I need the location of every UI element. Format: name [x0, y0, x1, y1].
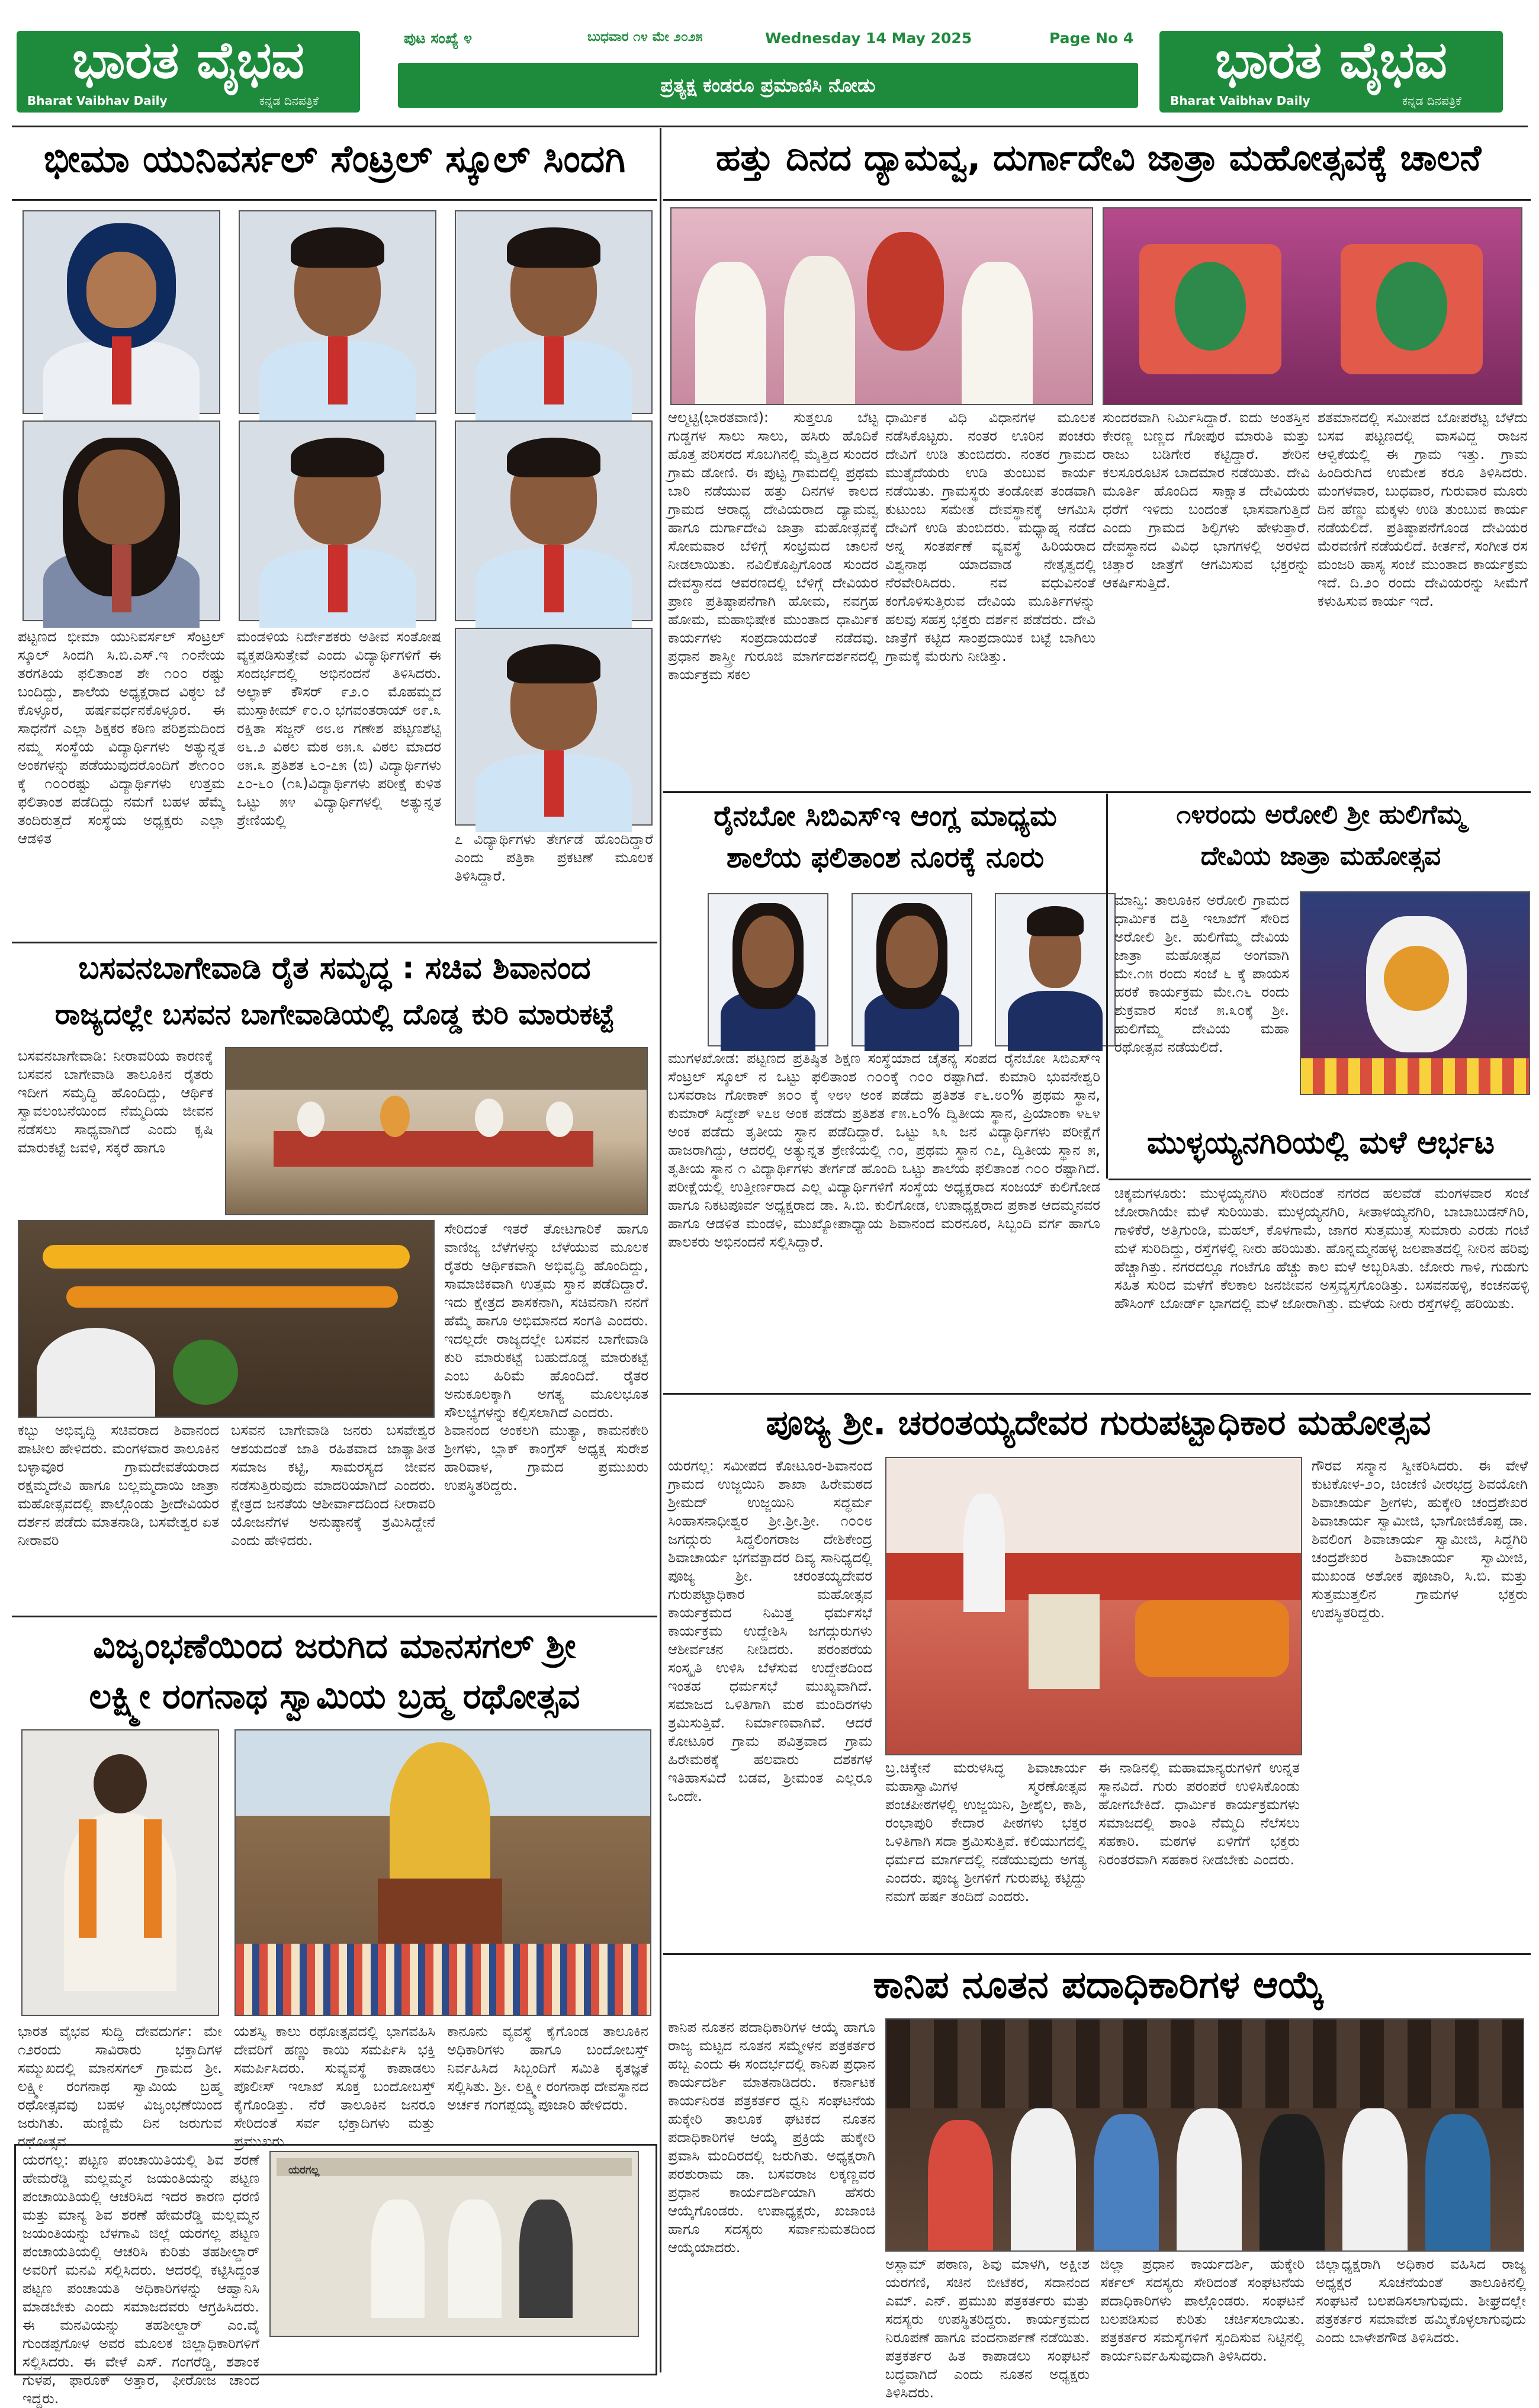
- student-photo: [455, 420, 653, 621]
- article-text: ಬ್ರ.ಚಿಕ್ಕೇನೆ ಮರುಳಸಿದ್ಧ ಶಿವಾಚಾರ್ಯ ಮಹಾಸ್ವಾಮಿಗಳ ಸ್ಮರಣೋತ್ಸವ ಪಂಚಪೀಠಗಳಲ್ಲಿ ಉಜ್ಜಯಿನಿ, ಶ್ರೀಶೈಲ, ಕಾಶಿ, ರಂಭಾಪುರಿ ಕೇದಾರ ಪೀಠಗಳು ಭಕ್ತರ ಒಳಿತಿಗಾಗಿ ಸದಾ ಶ್ರಮಿಸುತ್ತಿವೆ. ಕಲಿಯುಗದಲ್ಲಿ ಧರ್ಮದ ಮಾರ್ಗದಲ್ಲಿ ನಡೆಯುವುದು ಅಗತ್ಯ ಎಂದರು. ಪೂಜ್ಯ ಶ್ರೀಗಳಿಗೆ ಗುರುಪಟ್ಟ ಕಟ್ಟಿದ್ದು ನಮಗೆ ಹರ್ಷ ತಂದಿದೆ ಎಂದರು.: [885, 1760, 1087, 1905]
- student-photo: [239, 420, 436, 621]
- article-text: ಕಾನಿಪ ನೂತನ ಪದಾಧಿಕಾರಿಗಳ ಆಯ್ಕೆ ಹಾಗೂ ರಾಜ್ಯ ಮಟ್ಟದ ನೂತನ ಸಮ್ಮೇಳನ ಪತ್ರಕರ್ತರ ಹಬ್ಬ ಎಂದು ಈ ಸಂದರ್ಭದಲ್ಲಿ ಕಾನಿಪ ಪ್ರಧಾನ ಕಾರ್ಯದರ್ಶಿ ಮಾತನಾಡಿದರು. ಕರ್ನಾಟಕ ಕಾರ್ಯನಿರತ ಪತ್ರಕರ್ತರ ಧ್ವನಿ ಸಂಘಟನೆಯ ಹುಕ್ಕೇರಿ ತಾಲೂಕ ಘಟಕದ ನೂತನ ಪದಾಧಿಕಾರಿಗಳ ಆಯ್ಕೆ ಪ್ರಕ್ರಿಯೆ ಹುಕ್ಕೇರಿ ಪ್ರವಾಸಿ ಮಂದಿರದಲ್ಲಿ ಜರುಗಿತು. ಅಧ್ಯಕ್ಷರಾಗಿ ಪರಶುರಾಮ ಡಾ. ಬಸವರಾಜ ಲಕ್ಕಣ್ಣವರ ಪ್ರಧಾನ ಕಾರ್ಯದರ್ಶಿಯಾಗಿ ಹೆಸರು ಆಯ್ಕೆಗೊಂಡರು. ಉಪಾಧ್ಯಕ್ಷರು, ಖಜಾಂಚಿ ಹಾಗೂ ಸದಸ್ಯರು ಸರ್ವಾನುಮತದಿಂದ ಆಯ್ಕೆಯಾದರು.: [668, 2019, 875, 2256]
- page-count: ಪುಟ ಸಂಖ್ಯೆ ೪: [404, 30, 473, 47]
- subheadline-rainbow: ಶಾಲೆಯ ಫಲಿತಾಂಶ ನೂರಕ್ಕೆ ನೂರು: [726, 841, 1045, 874]
- subheadline-huligemma: ದೇವಿಯ ಜಾತ್ರಾ ಮಹೋತ್ಸವ: [1200, 841, 1441, 871]
- divider: [663, 791, 1531, 793]
- student-photo: [23, 420, 220, 621]
- article-text: ಜಿಲ್ಲಾ ಪ್ರಧಾನ ಕಾರ್ಯದರ್ಶಿ, ಹುಕ್ಕೇರಿ ಸರ್ಕಲ್ ಸದಸ್ಯರು ಸೇರಿದಂತೆ ಸಂಘಟನೆಯ ಪದಾಧಿಕಾರಿಗಳು ಪಾಲ್ಗೊಂಡರು. ಸಂಘಟನೆ ಬಲಪಡಿಸುವ ಕುರಿತು ಚರ್ಚಿಸಲಾಯಿತು. ಪತ್ರಕರ್ತರ ಸಮಸ್ಯೆಗಳಿಗೆ ಸ್ಪಂದಿಸುವ ನಿಟ್ಟಿನಲ್ಲಿ ಕಾರ್ಯನಿರ್ವಹಿಸುವುದಾಗಿ ತಿಳಿಸಿದರು.: [1100, 2256, 1305, 2364]
- article-text: ಯಶಸ್ವಿ ಕಾಲು ರಥೋತ್ಸವದಲ್ಲಿ ಭಾಗವಹಿಸಿ ದೇವರಿಗೆ ಹಣ್ಣು ಕಾಯಿ ಸಮರ್ಪಿಸಿ ಭಕ್ತಿ ಸಮರ್ಪಿಸಿದರು. ಸುವ್ಯವಸ್ಥೆ ಕಾಪಾಡಲು ಪೊಲೀಸ್ ಇಲಾಖೆ ಸೂಕ್ತ ಬಂದೋಬಸ್ತ್ ಕೈಗೊಂಡಿತ್ತು. ನೆರೆ ತಾಲೂಕಿನ ಜನರೂ ಸೇರಿದಂತೆ ಸರ್ವ ಭಕ್ತಾದಿಗಳು ಮತ್ತು ಪ್ರಮುಖರು: [234, 2023, 435, 2150]
- article-text: ಯರಗಲ್ಲ: ಸಮೀಪದ ಕೋಟೂರ-ಶಿವಾನಂದ ಗ್ರಾಮದ ಉಜ್ಜಯಿನಿ ಶಾಖಾ ಹಿರೇಮಠದ ಶ್ರೀಮದ್ ಉಜ್ಜಯಿನಿ ಸದ್ಧರ್ಮ ಸಿಂಹಾಸನಾಧೀಶ್ವರ ಶ್ರೀ.ಶ್ರೀ.ಶ್ರೀ. ೧೦೦೮ ಜಗದ್ಗುರು ಸಿದ್ದಲಿಂಗರಾಜ ದೇಶಿಕೇಂದ್ರ ಶಿವಾಚಾರ್ಯ ಭಗವತ್ಪಾದರ ದಿವ್ಯ ಸಾನಿಧ್ಯದಲ್ಲಿ ಪೂಜ್ಯ ಶ್ರೀ. ಚರಂತಯ್ಯದೇವರ ಗುರುಪಟ್ಟಾಧಿಕಾರ ಮಹೋತ್ಸವ ಕಾರ್ಯಕ್ರಮದ ನಿಮಿತ್ತ ಧರ್ಮಸಭೆ ಕಾರ್ಯಕ್ರಮ ಉದ್ದೇಶಿಸಿ ಜಗದ್ಗುರುಗಳು ಆಶೀರ್ವಚನ ನೀಡಿದರು. ಪರಂಪರೆಯ ಸಂಸ್ಕೃತಿ ಉಳಿಸಿ ಬೆಳೆಸುವ ಉದ್ದೇಶದಿಂದ ಇಂತಹ ಧರ್ಮಸಭೆ ಮುಖ್ಯವಾಗಿದೆ. ಸಮಾಜದ ಒಳಿತಿಗಾಗಿ ಮಠ ಮಂದಿರಗಳು ಶ್ರಮಿಸುತ್ತಿವೆ. ನಿರ್ಮಾಣವಾಗಿವೆ. ಆದರೆ ಕೋಟೂರ ಗ್ರಾಮ ಪವಿತ್ರವಾದ ಗ್ರಾಮ ಹಿರೇಮಠಕ್ಕೆ ಹಲವಾರು ದಶಕಗಳ ಇತಿಹಾಸವಿದೆ ಬಡವ, ಶ್ರೀಮಂತ ಎಲ್ಲರೂ ಒಂದೇ.: [668, 1457, 872, 1805]
- date-english: Wednesday 14 May 2025: [765, 30, 972, 47]
- issue-info: [398, 24, 1138, 56]
- article-text: ಮಂಡಳಿಯ ನಿರ್ದೇಶಕರು ಅತೀವ ಸಂತೋಷ ವ್ಯಕ್ತಪಡಿಸುತ್ತೇವೆ ಎಂದು ವಿದ್ಯಾರ್ಥಿಗಳಿಗೆ ಈ ಸಂದರ್ಭದಲ್ಲಿ ಅಭಿನಂದನೆ ತಿಳಿಸಿದರು. ಅಲ್ಫಾಕ್ ಕೌಸರ್ ೯೨.೦ ಮೊಹಮ್ಮದ ಮುಸ್ತಾಕೀಮ್ ೯೦.೦ ಭಗವಂತರಾಯ್ ೮೯.೩ ರಕ್ಷಿತಾ ಸಜ್ಜನ್ ೮೮.೮ ಗಣೇಶ ಪಟ್ಟಣಶೆಟ್ಟಿ ೮೬.೨ ವಿಠಲ ಮಠ ೮೫.೩ ವಿಠಲ ಮಾದರ ೮೫.೩ ಪ್ರತಿಶತ ೬೦-೭೫ (ಬಿ) ವಿದ್ಯಾರ್ಥಿಗಳು ೭೦-೬೦ (೧೩)ವಿದ್ಯಾರ್ಥಿಗಳು ಪರೀಕ್ಷೆ ಕುಳಿತ ಒಟ್ಟು ೫೪ ವಿದ್ಯಾರ್ಥಿಗಳಲ್ಲಿ ಅತ್ಯುನ್ನತ ಶ್ರೇಣಿಯಲ್ಲಿ: [237, 628, 441, 829]
- page-number: Page No 4: [1049, 30, 1134, 47]
- article-text: ಗೌರವ ಸನ್ಮಾನ ಸ್ವೀಕರಿಸಿದರು. ಈ ವೇಳೆ ಕುಟಕೋಳ-೨೦, ಚಿಂಚಣಿ ವೀರಭದ್ರ ಶಿವಯೋಗಿ ಶಿವಾಚಾರ್ಯ ಶ್ರೀಗಳು, ಹುಕ್ಕೇರಿ ಚಂದ್ರಶೇಖರ ಶಿವಾಚಾರ್ಯ ಸ್ವಾಮೀಜಿ, ಭಾಗೋಜಿಕೊಪ್ಪ ಡಾ. ಶಿವಲಿಂಗ ಶಿವಾಚಾರ್ಯ ಸ್ವಾಮೀಜಿ, ಸಿದ್ದಗಿರಿ ಚಂದ್ರಶೇಖರ ಶಿವಾಚಾರ್ಯ ಸ್ವಾಮೀಜಿ, ಮುಖಂಡ ಅಶೋಕ ಪೂಜಾರಿ, ಸಿ.ಬಿ. ಮತ್ತು ಸುತ್ತಮುತ್ತಲಿನ ಗ್ರಾಮಗಳ ಭಕ್ತರು ಉಪಸ್ಥಿತರಿದ್ದರು.: [1312, 1457, 1528, 1621]
- headline-basavana: ಬಸವನಬಾಗೇವಾಡಿ ರೈತ ಸಮೃದ್ಧ : ಸಚಿವ ಶಿವಾನಂದ: [78, 951, 591, 986]
- masthead-en: Bharat Vaibhav Daily: [1170, 94, 1310, 108]
- student-photo: [23, 210, 220, 414]
- subheadline-ratha: ಲಕ್ಷ್ಮೀ ರಂಗನಾಥ ಸ್ವಾಮಿಯ ಬ್ರಹ್ಮ ರಥೋತ್ಸವ: [89, 1676, 580, 1716]
- masthead-tag: ಕನ್ನಡ ದಿನಪತ್ರಿಕೆ: [1402, 94, 1461, 108]
- article-text: ಮಾನ್ವಿ: ತಾಲೂಕಿನ ಅರೋಲಿ ಗ್ರಾಮದ ಧಾರ್ಮಿಕ ದತ್ತಿ ಇಲಾಖೆಗೆ ಸೇರಿದ ಅರೋಲಿ ಶ್ರೀ. ಹುಲಿಗೆಮ್ಮ ದೇವಿಯ ಜಾತ್ರಾ ಮಹೋತ್ಸವ ಅಂಗವಾಗಿ ಮೇ.೧೫ ರಂದು ಸಂಜೆ ೬ ಕ್ಕೆ ಪಾಯಸ ಹರಕೆ ಕಾರ್ಯಕ್ರಮ ಮೇ.೧೬ ರಂದು ಶುಕ್ರವಾರ ಸಂಜೆ ೫.೩೦ಕ್ಕೆ ಶ್ರೀ. ಹುಲಿಗೆಮ್ಮ ದೇವಿಯ ಮಹಾ ರಥೋತ್ಸವ ನಡೆಯಲಿದೆ.: [1114, 892, 1289, 1055]
- temple-ceremony-photo: [670, 207, 1093, 405]
- student-photo: [455, 628, 653, 826]
- column-divider: [660, 128, 661, 2372]
- article-text: ಸುಂದರವಾಗಿ ನಿರ್ಮಿಸಿದ್ದಾರೆ. ಐದು ಅಂತಸ್ತಿನ ಕೇರಣ್ಣ ಬಣ್ಣದ ಗೋಪುರ ಮಾರುತಿ ಮತ್ತು ರಾಜು ಬಡಿಗೇರ ಕಟ್ಟಿದ್ದಾರೆ. ಶೇರಿನ ಕಲಸೂರೂಟಿಸ ಬಾದಮಾರ ನಡೆಯಿತು. ದೇವಿ ಮೂರ್ತಿ ಹೊಂದಿದ ಸಾಕ್ಷಾತ ದೇವಿಯರು ಧರೆಗೆ ಇಳಿದು ಬಂದಂತೆ ಭಾಸವಾಗುತ್ತಿದೆ ಎಂದು ಗ್ರಾಮದ ಶಿಲ್ಪಿಗಳು ಹೇಳುತ್ತಾರೆ. ದೇವಸ್ಥಾನದ ವಿವಿಧ ಭಾಗಗಳಲ್ಲಿ ಅರಳಿದ ಚಿತ್ತಾರ ಜಾತ್ರೆಗೆ ಆಗಮಿಸುವ ಭಕ್ತರನ್ನು ಆಕರ್ಷಿಸುತ್ತಿದೆ.: [1103, 409, 1310, 591]
- goddess-photo: [1300, 891, 1530, 1095]
- article-text: ೭ ವಿದ್ಯಾರ್ಥಿಗಳು ತೇರ್ಗಡೆ ಹೊಂದಿದ್ದಾರೆ ಎಂದು ಪತ್ರಿಕಾ ಪ್ರಕಟಣೆ ಮೂಲಕ ತಿಳಿಸಿದ್ದಾರೆ.: [455, 831, 653, 884]
- article-text: ಬಸವನಬಾಗೇವಾಡಿ: ನೀರಾವರಿಯ ಕಾರಣಕ್ಕೆ ಬಸವನ ಬಾಗೇವಾಡಿ ತಾಲೂಕಿನ ರೈತರು ಇದೀಗ ಸಮೃದ್ಧಿ ಹೊಂದಿದ್ದು, ಆರ್ಥಿಕ ಸ್ವಾವಲಂಬನೆಯಿಂದ ನೆಮ್ಮದಿಯ ಜೀವನ ನಡೆಸಲು ಸಾಧ್ಯವಾಗಿದೆ ಎಂದು ಕೃಷಿ ಮಾರುಕಟ್ಟೆ ಜವಳಿ, ಸಕ್ಕರೆ ಹಾಗೂ: [18, 1048, 213, 1156]
- article-text: ಶತಮಾನದಲ್ಲಿ ಸಮೀಪದ ಬೋಪರೆಟ್ಟ ಬೆಳೆದು ಬಸವ ಪಟ್ಟಣದಲ್ಲಿ ವಾಸವಿದ್ದ ರಾಜನ ಆಳ್ವಿಕೆಯಲ್ಲಿ ಈ ಗ್ರಾಮ ಇತ್ತು. ಗ್ರಾಮ ಹಿಂದಿರುಗಿದ ಉಮೇಶ ಕರೂ ತಿಳಿಸಿದರು. ಮಂಗಳವಾರ, ಬುಧವಾರ, ಗುರುವಾರ ಮೂರು ದಿನ ಹೆಣ್ಣು ಮಕ್ಕಳು ಉಡಿ ತುಂಬುವ ಕಾರ್ಯ ನಡೆಯಲಿದೆ. ಪ್ರತಿಷ್ಠಾಪನೆಗೊಂಡ ದೇವಿಯರ ಮೆರವಣಿಗೆ ನಡೆಯಲಿದೆ. ಕೀರ್ತನೆ, ಸಂಗೀತ ರಸ ಮಂಜರಿ ಹಾಸ್ಯ ಸಂಜೆ ಮುಂತಾದ ಕಾರ್ಯಕ್ರಮ ಇದೆ. ದಿ.೨೦ ರಂದು ದೇವಿಯರನ್ನು ಸೀಮೆಗೆ ಕಳುಹಿಸುವ ಕಾರ್ಯ ಇದೆ.: [1318, 409, 1528, 609]
- headline-charanthayya: ಪೂಜ್ಯ ಶ್ರೀ. ಚರಂತಯ್ಯದೇವರ ಗುರುಪಟ್ಟಾಧಿಕಾರ ಮಹೋತ್ಸವ: [766, 1402, 1431, 1443]
- chariot-photo: [234, 1729, 651, 2016]
- article-text: ಶಿವಾನಂದ ಅಂಕಲಗಿ ಮುತ್ಯಾ, ಕಾಮನಕೇರಿ ಶ್ರೀಗಳು, ಬ್ಲಾಕ್ ಕಾಂಗ್ರೆಸ್ ಅಧ್ಯಕ್ಷ ಸುರೇಶ ಹಾರಿವಾಳ, ಗ್ರಾಮದ ಪ್ರಮುಖರು ಉಪಸ್ಥಿತರಿದ್ದರು.: [444, 1422, 648, 1494]
- article-text: ಯರಗಲ್ಲ: ಪಟ್ಟಣ ಪಂಚಾಯಿತಿಯಲ್ಲಿ ಶಿವ ಶರಣೆ ಹೇಮರೆಡ್ಡಿ ಮಲ್ಲಮ್ಮನ ಜಯಂತಿಯನ್ನು ಪಟ್ಟಣ ಪಂಚಾಯಿತಿಯಲ್ಲಿ ಆಚರಿಸಿದ ಇದರ ಕಾರಣ ಧರಣಿ ಮತ್ತು ಮಾನ್ಯ ಶಿವ ಶರಣೆ ಹೇಮರೆಡ್ಡಿ ಮಲ್ಲಮ್ಮನ ಜಯಂತಿಯನ್ನು ಬೆಳಗಾವಿ ಜಿಲ್ಲೆ ಯರಗಲ್ಲ ಪಟ್ಟಣ ಪಂಚಾಯತಿಯಲ್ಲಿ ಆಚರಿಸಿ ಕುರಿತು ತಹಶೀಲ್ದಾರ್ ಅವರಿಗೆ ಮನವಿ ಸಲ್ಲಿಸಿದರು. ಆದರಲ್ಲಿ ಕಟ್ಟಿಸಿದ್ದಂತ ಪಟ್ಟಣ ಪಂಚಾಯತಿ ಅಧಿಕಾರಿಗಳನ್ನು ಆಹ್ವಾನಿಸಿ ಮಾಡಬೇಕು ಎಂದು ಸಮಾಜದವರು ಆಗ್ರಹಿಸಿದರು. ಈ ಮನವಿಯನ್ನು ತಹಶೀಲ್ದಾರ್ ಎಂ.ವೈ ಗುಂಡಪ್ಪಗೋಳ ಅವರ ಮೂಲಕ ಜಿಲ್ಲಾಧಿಕಾರಿಗಳಿಗೆ ಸಲ್ಲಿಸಿದರು. ಈ ವೇಳೆ ಎಸ್. ಗಂಗರೆಡ್ಡಿ, ಶಶಾಂಕ ಗುಳಪ, ಫಾರೂಕ್ ಅತ್ತಾರ, ಫೀರೋಜ ಚಾಂದ ಇದ್ದರು.: [23, 2152, 259, 2407]
- memorandum-photo: [269, 2151, 639, 2337]
- masthead-title: ಭಾರತ ವೈಭವ: [1215, 31, 1447, 90]
- divider: [12, 942, 657, 943]
- divider: [663, 1953, 1531, 1955]
- divider: [663, 199, 1531, 201]
- headline-dyamavva: ಹತ್ತು ದಿನದ ದ್ಯಾಮವ್ವ, ದುರ್ಗಾದೇವಿ ಜಾತ್ರಾ ಮಹೋತ್ಸವಕ್ಕೆ ಚಾಲನೆ: [715, 137, 1482, 179]
- religious-assembly-photo: [885, 1457, 1302, 1755]
- article-text: ಭಾರತ ವೈಭವ ಸುದ್ದಿ ದೇವದುರ್ಗ: ಮೇ ೧೨ರಂದು ಸಾವಿರಾರು ಭಕ್ತಾದಿಗಳ ಸಮ್ಮುಖದಲ್ಲಿ ಮಾನಸಗಲ್ ಗ್ರಾಮದ ಶ್ರೀ. ಲಕ್ಷ್ಮೀ ರಂಗನಾಥ ಸ್ವಾಮಿಯ ಬ್ರಹ್ಮ ರಥೋತ್ಸವವು ಬಹಳ ವಿಜೃಂಭಣೆಯಿಂದ ಜರುಗಿತು. ಹುಣ್ಣಿಮೆ ದಿನ ಜರುಗುವ ರಥೋತ್ಸವ: [18, 2023, 222, 2150]
- masthead-title: ಭಾರತ ವೈಭವ: [72, 31, 304, 90]
- photo-caption: ಯರಗಲ್ಲ: [288, 2164, 320, 2176]
- headline-ratha: ವಿಜೃಂಭಣೆಯಿಂದ ಜರುಗಿದ ಮಾನಸಗಲ್ ಶ್ರೀ: [93, 1626, 576, 1666]
- deity-idols-photo: [1103, 207, 1522, 405]
- article-text: ಧಾರ್ಮಿಕ ವಿಧಿ ವಿಧಾನಗಳ ಮೂಲಕ ನಡೆಸಿಕೊಟ್ಟರು. ನಂತರ ಊರಿನ ಪಂಚರು ದೇವಿಗೆ ಉಡಿ ತುಂಬಿದರು. ನಂತರ ಗ್ರಾಮದ ಮುತ್ತೈದೆಯರು ಉಡಿ ತುಂಬುವ ಕಾರ್ಯ ನಡೆಯಿತು. ಗ್ರಾಮಸ್ಥರು ತಂಡೋಪ ತಂಡವಾಗಿ ಕುಟುಂಬ ಸಮೇತ ದೇವಸ್ಥಾನಕ್ಕೆ ಆಗಮಿಸಿ ದೇವಿಗೆ ಉಡಿ ತುಂಬಿದರು. ಮಧ್ಯಾಹ್ನ ನಡೆದ ಅನ್ನ ಸಂತರ್ಪಣೆ ವ್ಯವಸ್ಥೆ ಹಿರಿಯರಾದ ವಿಶ್ವನಾಥ ಯಾದವಾಡ ನೇತೃತ್ವದಲ್ಲಿ ನೆರವೇರಿಸಿದರು. ನವ ವಧುವಿನಂತೆ ಕಂಗೊಳಿಸುತ್ತಿರುವ ದೇವಿಯ ಮೂರ್ತಿಗಳನ್ನು ಹಲವು ಸಹಸ್ರ ಭಕ್ತರು ದರ್ಶನ ಪಡೆದರು. ದೇವಿ ಜಾತ್ರೆಗೆ ಕಟ್ಟಿದ ಸಾಂಪ್ರದಾಯಿಕ ಬಟ್ಟೆ ಬಾಗಿಲು ಗ್ರಾಮಕ್ಕೆ ಮೆರುಗು ನೀಡಿತ್ತು.: [885, 409, 1095, 664]
- procession-photo: [18, 1220, 435, 1418]
- student-photo: [455, 210, 653, 414]
- article-text: ಅಸ್ಲಾಮ್ ಪಠಾಣ, ಶಿವು ಮಾಳಗಿ, ಅಕ್ಷೀಶ ಯರಗಣಿ, ಸಚಿನ ಬೀಟೆಕರ, ಸದಾನಂದ ಎಮ್. ಎನ್. ಪ್ರಮುಖ ಪತ್ರಕರ್ತರು ಮತ್ತು ಸದಸ್ಯರು ಉಪಸ್ಥಿತರಿದ್ದರು. ಕಾರ್ಯಕ್ರಮದ ನಿರೂಪಣೆ ಹಾಗೂ ವಂದನಾರ್ಪಣೆ ನಡೆಯಿತು. ಪತ್ರಕರ್ತರ ಹಿತ ಕಾಪಾಡಲು ಸಂಘಟನೆ ಬದ್ಧವಾಗಿದೆ ಎಂದು ನೂತನ ಅಧ್ಯಕ್ಷರು ತಿಳಿಸಿದರು.: [885, 2256, 1090, 2401]
- header-divider: [12, 126, 1528, 127]
- headline-bhima: ಭೀಮಾ ಯುನಿವರ್ಸಲ್ ಸೆಂಟ್ರಲ್ ಸ್ಕೂಲ್ ಸಿಂದಗಿ: [43, 137, 626, 181]
- masthead-en: Bharat Vaibhav Daily: [27, 94, 168, 108]
- divider: [12, 199, 657, 201]
- article-text: ಜಿಲ್ಲಾಧ್ಯಕ್ಷರಾಗಿ ಅಧಿಕಾರ ವಹಿಸಿದ ರಾಜ್ಯ ಅಧ್ಯಕ್ಷರ ಸೂಚನೆಯಂತೆ ತಾಲೂಕಿನಲ್ಲಿ ಸಂಘಟನೆ ಬಲಪಡಿಸಲಾಗುವುದು. ಶೀಘ್ರದಲ್ಲೇ ಪತ್ರಕರ್ತರ ಸಮಾವೇಶ ಹಮ್ಮಿಕೊಳ್ಳಲಾಗುವುದು ಎಂದು ಬಾಳೇಶಗೌಡ ತಿಳಿಸಿದರು.: [1316, 2256, 1526, 2346]
- headline-rain: ಮುಳ್ಳಯ್ಯನಗಿರಿಯಲ್ಲಿ ಮಳೆ ಆರ್ಭಟ: [1147, 1125, 1495, 1161]
- subheadline-basavana: ರಾಜ್ಯದಲ್ಲೇ ಬಸವನ ಬಾಗೇವಾಡಿಯಲ್ಲಿ ದೊಡ್ಡ ಕುರಿ ಮಾರುಕಟ್ಟೆ: [54, 998, 615, 1031]
- student-photo: [708, 893, 828, 1046]
- headline-kanipa: ಕಾನಿಪ ನೂತನ ಪದಾಧಿಕಾರಿಗಳ ಆಯ್ಕೆ: [873, 1963, 1324, 2007]
- divider: [663, 1393, 1531, 1395]
- article-text: ಕಾನೂನು ವ್ಯವಸ್ಥೆ ಕೈಗೊಂಡ ತಾಲೂಕಿನ ಅಧಿಕಾರಿಗಳು ಹಾಗೂ ಬಂದೋಬಸ್ತ್ ನಿರ್ವಹಿಸಿದ ಸಿಬ್ಬಂದಿಗೆ ಸಮಿತಿ ಕೃತಜ್ಞತೆ ಸಲ್ಲಿಸಿತು. ಶ್ರೀ. ಲಕ್ಷ್ಮೀ ರಂಗನಾಥ ದೇವಸ್ಥಾನದ ಅರ್ಚಕ ಗಂಗಪ್ಪಯ್ಯ ಪೂಜಾರಿ ಹೇಳಿದರು.: [447, 2023, 648, 2113]
- masthead-right: [1159, 31, 1503, 113]
- headline-rainbow: ರೈನಬೋ ಸಿಬಿಎಸ್‌ಇ ಆಂಗ್ಲ ಮಾಧ್ಯಮ: [714, 800, 1057, 833]
- student-photo: [852, 893, 972, 1046]
- slogan-bar: ಪ್ರತ್ಯಕ್ಷ ಕಂಡರೂ ಪ್ರಮಾಣಿಸಿ ನೋಡು: [398, 63, 1138, 108]
- article-text: ಚಿಕ್ಕಮಗಳೂರು: ಮುಳ್ಳಯ್ಯನಗಿರಿ ಸೇರಿದಂತೆ ನಗರದ ಹಲವೆಡೆ ಮಂಗಳವಾರ ಸಂಜೆ ಜೋರಾಗಿಯೇ ಮಳೆ ಸುರಿಯಿತು. ಮುಳ್ಳಯ್ಯನಗಿರಿ, ಸೀತಾಳಯ್ಯನಗಿರಿ, ಬಾಬಾಬುಡನ್‌ಗಿರಿ, ಗಾಳಿಕೆರೆ, ಅತ್ತಿಗುಂಡಿ, ಮಹಲ್, ಕೊಳಗಾಮೆ, ಜಾಗರ ಸುತ್ತಮುತ್ತ ಸುಮಾರು ಎರಡು ಗಂಟೆ ಮಳೆ ಸುರಿದಿದ್ದು, ರಸ್ತೆಗಳಲ್ಲಿ ನೀರು ಹರಿಯಿತು. ಹೊನ್ನಮ್ಮನಹಳ್ಳ ಜಲಪಾತದಲ್ಲಿ ನೀರಿನ ಹರಿವು ಹೆಚ್ಚಾಗಿತ್ತು. ನಗರದಲ್ಲೂ ಗಂಟೆಗೂ ಹೆಚ್ಚು ಕಾಲ ಮಳೆ ಅಬ್ಬರಿಸಿತು. ಜೋರು ಗಾಳಿ, ಗುಡುಗು ಸಹಿತ ಸುರಿದ ಮಳೆಗೆ ಕೆಲಕಾಲ ಜನಜೀವನ ಅಸ್ತವ್ಯಸ್ತಗೊಂಡಿತ್ತು. ಬಸವನಹಳ್ಳಿ, ಕಂಚನಹಳ್ಳಿ ಹೌಸಿಂಗ್ ಬೋರ್ಡ್ ಭಾಗದಲ್ಲಿ ಮಳೆ ಜೋರಾಗಿತ್ತು. ಮಳೆಯ ನೀರು ರಸ್ತೆಗಳಲ್ಲಿ ಹರಿಯಿತು.: [1114, 1185, 1529, 1312]
- divider: [1109, 1179, 1531, 1180]
- headline-huligemma: ೧೪ರಂದು ಅರೋಲಿ ಶ್ರೀ ಹುಲಿಗೆಮ್ಮ: [1176, 800, 1466, 830]
- priest-photo: [21, 1729, 219, 2016]
- article-text: ಬಸವನ ಬಾಗೇವಾಡಿ ಜನರು ಬಸವೇಶ್ವರ ಆಶಯದಂತೆ ಜಾತಿ ರಹಿತವಾದ ಜಾತ್ಯಾತೀತ ಸಮಾಜ ಕಟ್ಟಿ, ಸಾಮರಸ್ಯದ ಜೀವನ ನಡೆಸುತ್ತಿರುವುದು ಮಾದರಿಯಾಗಿದೆ ಎಂದರು. ಕ್ಷೇತ್ರದ ಜನತೆಯ ಆಶೀರ್ವಾದದಿಂದ ನೀರಾವರಿ ಯೋಜನೆಗಳ ಅನುಷ್ಠಾನಕ್ಕೆ ಶ್ರಮಿಸಿದ್ದೇನೆ ಎಂದು ಹೇಳಿದರು.: [231, 1422, 435, 1549]
- article-text: ಮುಗಳಖೋಡ: ಪಟ್ಟಣದ ಪ್ರತಿಷ್ಠಿತ ಶಿಕ್ಷಣ ಸಂಸ್ಥೆಯಾದ ಚೈತನ್ಯ ಸಂಪದ ರೈನಬೋ ಸಿಬಿಎಸ್‌ಇ ಸೆಂಟ್ರಲ್ ಸ್ಕೂಲ್ ನ ಒಟ್ಟು ಫಲಿತಾಂಶ ೧೦೦ಕ್ಕೆ ೧೦೦ ರಷ್ಟಾಗಿದೆ. ಕುಮಾರಿ ಭುವನೇಶ್ವರಿ ಬಸವರಾಜ ಗೋಕಾಕ್ ೫೦೦ ಕ್ಕೆ ೪೮೪ ಅಂಕ ಪಡೆದು ಪ್ರತಿಶತ ೯೬.೮೦% ಪ್ರಥಮ ಸ್ಥಾನ, ಕುಮಾರ್ ಸಿದ್ದೇಶ್ ೪೭೮ ಅಂಕ ಪಡೆದು ಪ್ರತಿಶತ ೯೫.೬೦% ದ್ವಿತೀಯ ಸ್ಥಾನ, ಪ್ರಿಯಾಂಕಾ ೪೬೪ ಅಂಕ ಪಡೆದು ತೃತೀಯ ಸ್ಥಾನ ಪಡೆದಿದ್ದಾರೆ. ಒಟ್ಟು ೩೩ ಜನ ವಿದ್ಯಾರ್ಥಿಗಳು ಪರೀಕ್ಷೆಗೆ ಹಾಜರಾಗಿದ್ದು, ಆದರಲ್ಲಿ ಅತ್ಯುನ್ನತ ಶ್ರೇಣಿಯಲ್ಲಿ ೧೦, ಪ್ರಥಮ ಸ್ಥಾನ ೧೭, ದ್ವಿತೀಯ ಸ್ಥಾನ ೫, ತೃತೀಯ ಸ್ಥಾನ ೧ ವಿದ್ಯಾರ್ಥಿಗಳು ತೇರ್ಗಡೆ ಹೊಂದಿ ಒಟ್ಟು ಶಾಲೆಯ ಫಲಿತಾಂಶ ೧೦೦ ರಷ್ಟಾಗಿದೆ. ಪರೀಕ್ಷೆಯಲ್ಲಿ ಉತ್ತೀರ್ಣರಾದ ಎಲ್ಲ ವಿದ್ಯಾರ್ಥಿಗಳಿಗೆ ಸಂಸ್ಥೆಯ ಅಧ್ಯಕ್ಷರಾದ ಸಂಜಯ್ ಕುಲಿಗೋಡ ಹಾಗೂ ನಿಕಟಪೂರ್ವ ಅಧ್ಯಕ್ಷರಾದ ಡಾ. ಸಿ.ಬಿ. ಕುಲಿಗೋಡ, ಉಪಾಧ್ಯಕ್ಷರಾದ ಪ್ರಕಾಶ ಆದಮ್ಮನವರ ಹಾಗೂ ಆಡಳಿತ ಮಂಡಳಿ, ಮುಖ್ಯೋಪಾಧ್ಯಾಯ ಶಿವಾನಂದ ಮರನೂರ, ಸಿಬ್ಬಂದಿ ವರ್ಗ ಹಾಗೂ ಪಾಲಕರು ಅಭಿನಂದನೆ ಸಲ್ಲಿಸಿದ್ದಾರೆ.: [668, 1050, 1100, 1250]
- date-kannada: ಬುಧವಾರ ೧೪ ಮೇ ೨೦೨೫: [587, 30, 703, 44]
- masthead-left: [17, 31, 360, 113]
- article-text: ಪಟ್ಟಣದ ಭೀಮಾ ಯುನಿವರ್ಸಲ್ ಸೆಂಟ್ರಲ್ ಸ್ಕೂಲ್ ಸಿಂದಗಿ ಸಿ.ಬಿ.ಎಸ್.ಇ ೧೦ನೇಯ ತರಗತಿಯ ಫಲಿತಾಂಶ ಶೇ ೧೦೦ ರಷ್ಟು ಬಂದಿದ್ದು, ಶಾಲೆಯ ಅಧ್ಯಕ್ಷರಾದ ವಿಠ್ಠಲ ಜೆ ಕೊಳ್ಳೂರ, ಹರ್ಷವರ್ಧನಕೊಳ್ಳೂರ. ಈ ಸಾಧನೆಗೆ ಎಲ್ಲಾ ಶಿಕ್ಷಕರ ಕಠಿಣ ಪರಿಶ್ರಮದಿಂದ ನಮ್ಮ ಸಂಸ್ಥೆಯ ವಿದ್ಯಾರ್ಥಿಗಳು ಅತ್ಯುನ್ನತ ಅಂಕಗಳನ್ನು ಪಡೆಯುವುದರೊಂದಿಗೆ ಶೇ೧೦೦ ಕ್ಕೆ ೧೦೦ರಷ್ಟು ವಿದ್ಯಾರ್ಥಿಗಳು ಉತ್ತಮ ಫಲಿತಾಂಶ ಪಡೆದಿದ್ದು ನಮಗೆ ಬಹಳ ಹೆಮ್ಮೆ ತಂದಿರುತ್ತದೆ ಸಂಸ್ಥೆಯ ಅಧ್ಯಕ್ಷರು ಎಲ್ಲಾ ಆಡಳಿತ: [18, 628, 225, 847]
- student-photo: [239, 210, 436, 414]
- article-text: ಕಬ್ಬು ಅಭಿವೃದ್ಧಿ ಸಚಿವರಾದ ಶಿವಾನಂದ ಪಾಟೀಲ ಹೇಳಿದರು. ಮಂಗಳವಾರ ತಾಲೂಕಿನ ಬಳ್ಳಾವೂರ ಗ್ರಾಮದೇವತೆಯರಾದ ರಕ್ಷಮ್ಮದೇವಿ ಹಾಗೂ ಬಲ್ಲಮ್ಮದಾಯಿ ಜಾತ್ರಾ ಮಹೋತ್ಸವದಲ್ಲಿ ಪಾಲ್ಗೊಂಡು ಶ್ರೀದೇವಿಯರ ದರ್ಶನ ಪಡೆದು ಮಾತನಾಡಿ, ಬಸವೇಶ್ವರ ಏತ ನೀರಾವರಿ: [18, 1422, 219, 1549]
- article-text: ಈ ನಾಡಿನಲ್ಲಿ ಮಹಾಮಾನ್ಯರುಗಳಿಗೆ ಉನ್ನತ ಸ್ಥಾನವಿದೆ. ಗುರು ಪರಂಪರೆ ಉಳಿಸಿಕೊಂಡು ಹೋಗಬೇಕಿದೆ. ಧಾರ್ಮಿಕ ಕಾರ್ಯಕ್ರಮಗಳು ಸಮಾಜದಲ್ಲಿ ಶಾಂತಿ ನೆಮ್ಮದಿ ನೆಲೆಸಲು ಸಹಕಾರಿ. ಮಠಗಳ ಏಳಿಗೆಗೆ ಭಕ್ತರು ನಿರಂತರವಾಗಿ ಸಹಕಾರ ನೀಡಬೇಕು ಎಂದರು.: [1098, 1760, 1300, 1868]
- divider: [12, 1616, 657, 1617]
- article-text: ಆಲ್ಮಟ್ಟಿ(ಭಾರತವಾಣಿ): ಸುತ್ತಲೂ ಬೆಟ್ಟ ಗುಡ್ಡಗಳ ಸಾಲು ಸಾಲು, ಹಸಿರು ಹೊದಿಕೆ ಹೊತ್ತ ಪರಿಸರದ ಸೊಬಗಿನಲ್ಲಿ ಮೈತ್ತಿದ ಸುಂದರ ಗ್ರಾಮ ಡೋಣಿ. ಈ ಪುಟ್ಟ ಗ್ರಾಮದಲ್ಲಿ ಪ್ರಥಮ ಬಾರಿ ನಡೆಯುವ ಹತ್ತು ದಿನಗಳ ಕಾಲದ ಗ್ರಾಮದ ಆರಾಧ್ಯ ದೇವಿಯರಾದ ದ್ಯಾಮವ್ವ ಹಾಗೂ ದುರ್ಗಾದೇವಿ ಜಾತ್ರಾ ಮಹೋತ್ಸವಕ್ಕೆ ಸೋಮವಾರ ಬೆಳಿಗ್ಗೆ ಸಂಭ್ರಮದ ಚಾಲನೆ ನೀಡಲಾಯಿತು. ನವಿಲಿಕೊಪ್ಪಿಗೊಂಡ ಸುಂದರ ದೇವಸ್ಥಾನದ ಆವರಣದಲ್ಲಿ ಬೆಳಿಗ್ಗೆ ದೇವಿಯರ ಪ್ರಾಣ ಪ್ರತಿಷ್ಠಾಪನೆಗಾಗಿ ಹೋಮ, ನವಗ್ರಹ ಹೋಮ, ಮಹಾಭಿಷೇಕ ಮುಂತಾದ ಧಾರ್ಮಿಕ ಕಾರ್ಯಗಳು ಸಂಪ್ರದಾಯದಂತೆ ನಡೆದವು. ಪ್ರಧಾನ ಶಾಸ್ತ್ರೀ ಗುರೂಜಿ ಮಾರ್ಗದರ್ಶನದಲ್ಲಿ ಕಾರ್ಯಕ್ರಮ ಸಕಲ: [668, 409, 878, 683]
- meeting-photo: [225, 1047, 648, 1215]
- article-text: ಸೇರಿದಂತೆ ಇತರೆ ತೋಟಗಾರಿಕೆ ಹಾಗೂ ವಾಣಿಜ್ಯ ಬೆಳೆಗಳನ್ನು ಬೆಳೆಯುವ ಮೂಲಕ ರೈತರು ಆರ್ಥಿಕವಾಗಿ ಅಭಿವೃದ್ಧಿ ಹೊಂದಿದ್ದು, ಸಾಮಾಜಿಕವಾಗಿ ಉತ್ತಮ ಸ್ಥಾನ ಪಡೆದಿದ್ದಾರೆ. ಇದು ಕ್ಷೇತ್ರದ ಶಾಸಕನಾಗಿ, ಸಚಿವನಾಗಿ ನನಗೆ ಹೆಮ್ಮೆ ಹಾಗೂ ಅಭಿಮಾನದ ಸಂಗತಿ ಎಂದರು. ಇದಲ್ಲದೇ ರಾಜ್ಯದಲ್ಲೇ ಬಸವನ ಬಾಗೇವಾಡಿ ಕುರಿ ಮಾರುಕಟ್ಟೆ ಬಹುದೊಡ್ಡ ಮಾರುಕಟ್ಟೆ ಎಂಬ ಹಿರಿಮೆ ಹೊಂದಿದೆ. ರೈತರ ಅನುಕೂಲಕ್ಕಾಗಿ ಅಗತ್ಯ ಮೂಲಭೂತ ಸೌಲಭ್ಯಗಳನ್ನು ಕಲ್ಪಿಸಲಾಗಿದೆ ಎಂದರು.: [444, 1221, 648, 1421]
- journalists-group-photo: [885, 2018, 1524, 2252]
- masthead-tag: ಕನ್ನಡ ದಿನಪತ್ರಿಕೆ: [259, 94, 319, 108]
- student-photo: [995, 893, 1116, 1046]
- column-divider: [1106, 794, 1108, 1179]
